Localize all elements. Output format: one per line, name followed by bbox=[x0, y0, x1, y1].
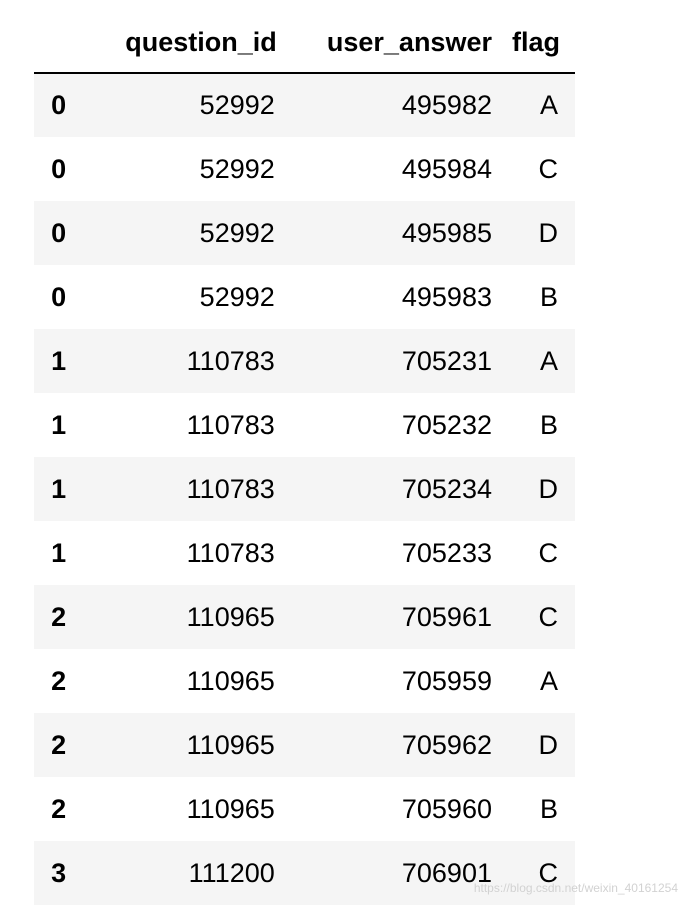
table-row bbox=[34, 713, 575, 777]
cell-question-id: 110965 bbox=[186, 729, 275, 760]
cell-flag: D bbox=[538, 473, 558, 504]
cell-question-id: 110783 bbox=[186, 537, 275, 568]
cell-flag: A bbox=[539, 665, 558, 696]
table-row bbox=[34, 201, 575, 265]
cell-question-id: 52992 bbox=[199, 217, 275, 248]
cell-flag: C bbox=[538, 153, 558, 184]
table-row bbox=[34, 329, 575, 393]
cell-user-answer: 705960 bbox=[401, 793, 492, 824]
table-row bbox=[34, 457, 575, 521]
watermark-text: https://blog.csdn.net/weixin_40161254 bbox=[473, 881, 678, 895]
table-row bbox=[34, 649, 575, 713]
cell-question-id: 111200 bbox=[188, 857, 275, 888]
row-index: 0 bbox=[51, 90, 67, 120]
cell-user-answer: 705232 bbox=[401, 409, 492, 440]
cell-flag: C bbox=[538, 857, 558, 888]
cell-user-answer: 706901 bbox=[401, 857, 492, 888]
cell-question-id: 52992 bbox=[199, 90, 275, 120]
cell-flag: C bbox=[538, 537, 558, 568]
cell-user-answer: 495982 bbox=[401, 90, 492, 120]
cell-user-answer: 705234 bbox=[401, 473, 492, 504]
row-index: 1 bbox=[51, 409, 67, 440]
row-index: 1 bbox=[51, 537, 67, 568]
row-index: 2 bbox=[51, 793, 67, 824]
table-body bbox=[34, 73, 575, 905]
cell-flag: D bbox=[538, 217, 558, 248]
header-index bbox=[34, 12, 107, 73]
table-row bbox=[34, 393, 575, 457]
cell-question-id: 52992 bbox=[199, 153, 275, 184]
cell-question-id: 110965 bbox=[186, 601, 275, 632]
dataframe-table bbox=[34, 12, 575, 905]
cell-question-id: 110783 bbox=[186, 409, 275, 440]
table-header bbox=[34, 12, 575, 73]
cell-flag: D bbox=[538, 729, 558, 760]
cell-user-answer: 705962 bbox=[401, 729, 492, 760]
cell-question-id: 110783 bbox=[186, 473, 275, 504]
cell-flag: A bbox=[539, 345, 558, 376]
row-index: 2 bbox=[51, 601, 67, 632]
cell-flag: A bbox=[539, 90, 558, 120]
table-row bbox=[34, 585, 575, 649]
row-index: 3 bbox=[51, 857, 67, 888]
row-index: 1 bbox=[51, 345, 67, 376]
table-row bbox=[34, 137, 575, 201]
row-index: 2 bbox=[51, 729, 67, 760]
table-row bbox=[34, 73, 575, 137]
cell-flag: B bbox=[539, 793, 558, 824]
cell-question-id: 110783 bbox=[186, 345, 275, 376]
cell-flag: B bbox=[539, 281, 558, 312]
row-index: 0 bbox=[51, 217, 67, 248]
cell-user-answer: 705233 bbox=[401, 537, 492, 568]
cell-question-id: 110965 bbox=[186, 793, 275, 824]
row-index: 2 bbox=[51, 665, 67, 696]
cell-user-answer: 705231 bbox=[401, 345, 492, 376]
row-index: 0 bbox=[51, 281, 67, 312]
table-row bbox=[34, 841, 575, 905]
row-index: 0 bbox=[51, 153, 67, 184]
cell-flag: C bbox=[538, 601, 558, 632]
cell-flag: B bbox=[539, 409, 558, 440]
table-row bbox=[34, 521, 575, 585]
cell-user-answer: 495985 bbox=[401, 217, 492, 248]
row-index: 1 bbox=[51, 473, 67, 504]
header-row bbox=[34, 12, 575, 73]
cell-question-id: 52992 bbox=[199, 281, 275, 312]
cell-user-answer: 705959 bbox=[401, 665, 492, 696]
header-question-id: question_id bbox=[107, 12, 293, 73]
cell-question-id: 110965 bbox=[186, 665, 275, 696]
cell-user-answer: 495983 bbox=[401, 281, 492, 312]
cell-user-answer: 705961 bbox=[401, 601, 492, 632]
table-row bbox=[34, 777, 575, 841]
header-flag: flag bbox=[512, 12, 575, 73]
header-user-answer: user_answer bbox=[293, 12, 512, 73]
cell-user-answer: 495984 bbox=[401, 153, 492, 184]
table-row bbox=[34, 265, 575, 329]
